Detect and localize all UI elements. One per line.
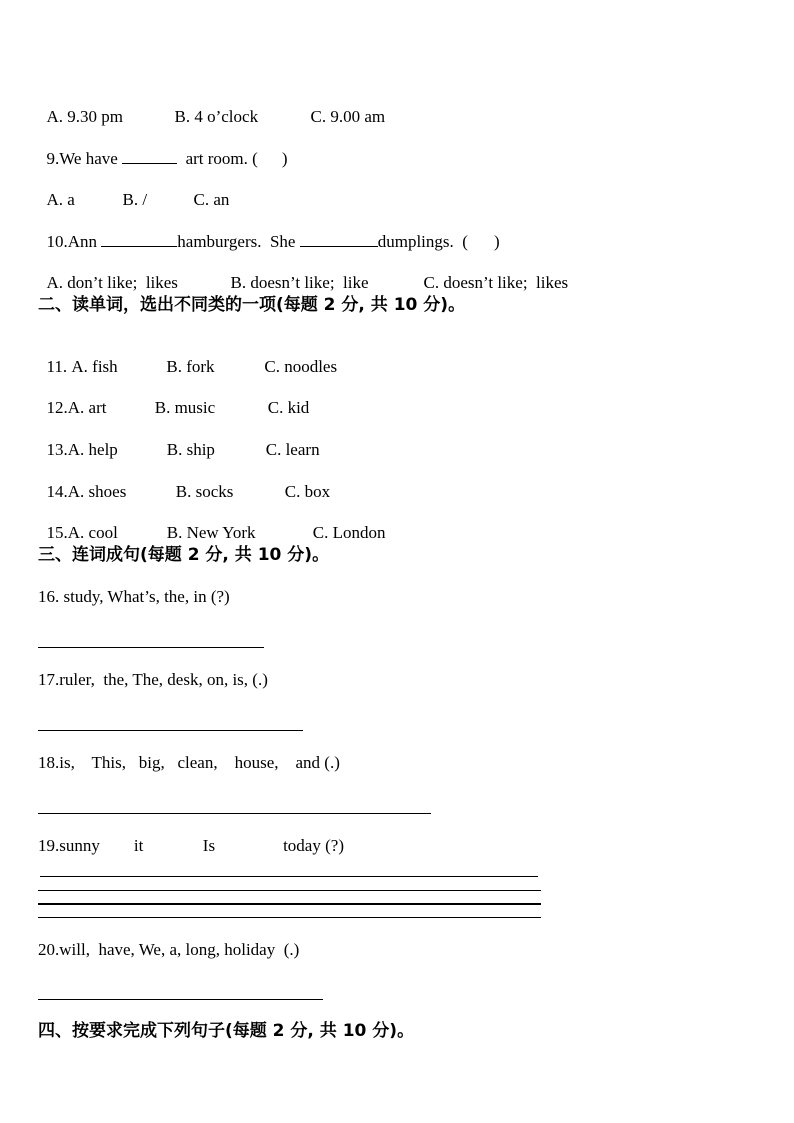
question-15 — [38, 503, 385, 543]
q12-num: 12. — [46, 398, 68, 417]
q12-option-c: C. kid — [267, 398, 310, 417]
q18-answer-line[interactable] — [38, 813, 431, 814]
question-17: 17.ruler, the, The, desk, on, is, (.) — [38, 670, 268, 689]
q8-options-row — [38, 87, 385, 127]
question-20: 20.will, have, We, a, long, holiday (.) — [38, 940, 300, 959]
question-9 — [38, 129, 287, 169]
q12-option-b: B. music — [154, 398, 216, 417]
q12-option-a: A. art — [67, 398, 107, 417]
q8-option-a: A. 9.30 pm — [46, 107, 123, 126]
section-2-title: 二、读单词，选出不同类的一项(每题 2 分, 共 10 分)。 — [38, 295, 466, 315]
q19-answer-line-1[interactable] — [40, 876, 538, 877]
q10-num: 10.Ann — [46, 232, 98, 251]
q14-option-b: B. socks — [175, 482, 234, 501]
question-13 — [38, 420, 320, 460]
q11-option-b: B. fork — [166, 357, 215, 376]
q11-num: 11. — [46, 357, 72, 376]
q9-suffix: art room. ( — [185, 149, 258, 168]
q14-option-c: C. box — [284, 482, 331, 501]
q15-option-c: C. London — [312, 523, 386, 542]
q20-answer-line[interactable] — [38, 999, 323, 1000]
q19-answer-line-2[interactable] — [38, 890, 541, 891]
q9-option-a: A. a — [46, 190, 75, 209]
question-14 — [38, 462, 330, 502]
q10-end: dumplings. ( — [377, 232, 468, 251]
q9-blank[interactable] — [122, 149, 177, 164]
q19-answer-line-4[interactable] — [38, 917, 541, 918]
section-3-title: 三、连词成句(每题 2 分, 共 10 分)。 — [38, 545, 330, 565]
section-4-title: 四、按要求完成下列句子(每题 2 分, 共 10 分)。 — [38, 1021, 415, 1041]
q13-num: 13. — [46, 440, 68, 459]
q9-prefix: 9.We have — [46, 149, 118, 168]
q10-blank-1[interactable] — [101, 232, 177, 247]
q11-option-a: A. fish — [71, 357, 118, 376]
q11-option-c: C. noodles — [264, 357, 338, 376]
q10-option-b: B. doesn’t like; like — [230, 273, 369, 292]
q9-option-b: B. / — [122, 190, 148, 209]
q15-option-b: B. New York — [166, 523, 256, 542]
q10-mid: hamburgers. She — [177, 232, 296, 251]
q10-blank-2[interactable] — [300, 232, 378, 247]
q13-option-a: A. help — [67, 440, 118, 459]
question-10 — [38, 212, 500, 252]
q14-num: 14. — [46, 482, 68, 501]
q9-option-c: C. an — [193, 190, 230, 209]
q8-option-b: B. 4 o’clock — [174, 107, 259, 126]
q10-options-row — [38, 253, 568, 293]
q14-option-a: A. shoes — [67, 482, 127, 501]
q8-option-c: C. 9.00 am — [310, 107, 386, 126]
question-11 — [38, 337, 337, 377]
question-19: 19.sunny it Is today (?) — [38, 836, 344, 855]
q15-num: 15. — [46, 523, 68, 542]
question-16: 16. study, What’s, the, in (?) — [38, 587, 230, 606]
q13-option-b: B. ship — [166, 440, 215, 459]
q16-answer-line[interactable] — [38, 647, 264, 648]
q13-option-c: C. learn — [265, 440, 320, 459]
q17-answer-line[interactable] — [38, 730, 303, 731]
q10-option-a: A. don’t like; likes — [46, 273, 178, 292]
q10-close: ) — [493, 232, 500, 251]
q10-option-c: C. doesn’t like; likes — [423, 273, 569, 292]
q15-option-a: A. cool — [67, 523, 118, 542]
question-18: 18.is, This, big, clean, house, and (.) — [38, 753, 340, 772]
q9-close: ) — [281, 149, 288, 168]
question-12 — [38, 378, 309, 418]
q19-answer-line-3[interactable] — [38, 903, 541, 905]
q9-options-row — [38, 170, 229, 210]
